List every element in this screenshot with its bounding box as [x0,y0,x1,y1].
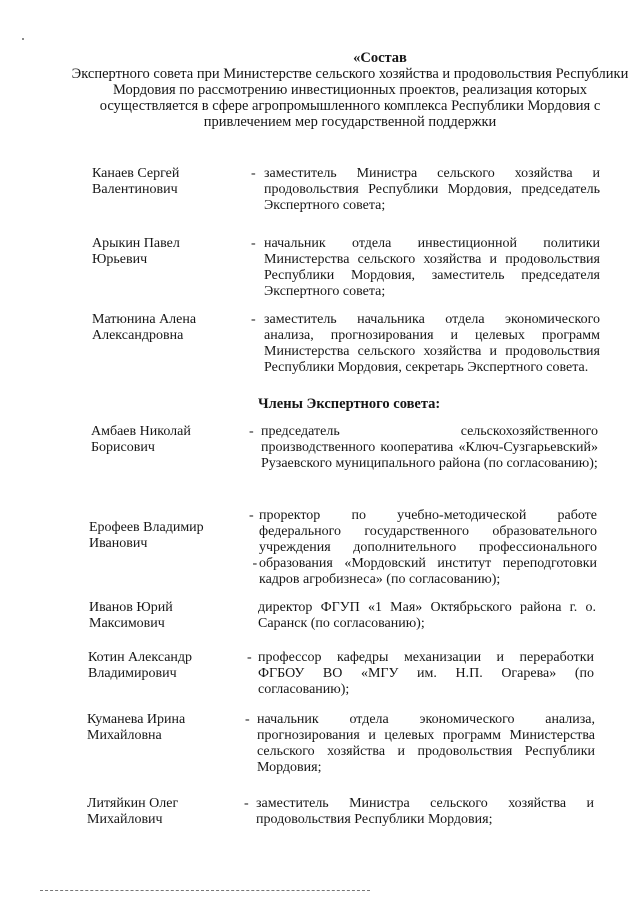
person-name: Ерофеев Владимир Иванович [89,520,204,551]
entry-dash: - [251,166,256,181]
person-name: Арыкин Павел Юрьевич [92,236,180,267]
entry-dash: - [247,650,252,665]
document-subtitle: Экспертного совета при Министерстве сельского хозяйства и продовольствия Республики Мордовия по рассмотрению инвестиционных проектов, реализация которых осуществляется в сфере агропромышленного комплекса Республики Мордовия с привлечением мер государственной поддержки [71,66,629,130]
person-position: директор ФГУП «1 Мая» Октябрьского района г. о. Саранск (по согласованию); [258,600,596,631]
person-name: Котин Александр Владимирович [88,650,193,681]
document-title: «Состав [353,50,407,66]
person-position: заместитель Министра сельского хозяйства и продовольствия Республики Мордовия; [256,796,594,827]
person-position: начальник отдела инвестиционной политики Министерства сельского хозяйства и продовольствия Республики Мордовия, заместитель председателя Экспертного совета; [264,236,600,299]
person-name: Иванов Юрий Максимович [89,600,173,631]
entry-dash: - [245,712,250,727]
person-name: Канаев Сергей Валентинович [92,166,180,197]
entry-dash: - [251,236,256,251]
person-name: Литяйкин Олег Михайлович [87,796,179,827]
person-name: Амбаев Николай Борисович [91,424,191,455]
person-position: заместитель начальника отдела экономического анализа, прогнозирования и целевых программ Министерства сельского хозяйства и продовольствия Республики Мордовия, секретарь Экспертного совета. [264,312,600,375]
person-name: Матюнина Алена Александровна [92,312,197,343]
entry-dash: - [249,424,254,439]
person-position: профессор кафедры механизации и переработки ФГБОУ ВО «МГУ им. Н.П. Огарева» (по согласованию); [258,650,594,697]
person-position: председатель сельскохозяйственного производственного кооператива «Ключ-Сузгарьевский» Рузаевского муниципального района (по согласованию); [261,424,598,471]
entry-dash: - - [249,508,258,571]
person-name: Куманева Ирина Михайловна [87,712,186,743]
members-heading: Члены Экспертного совета: [258,396,441,412]
person-position: проректор по учебно-методической работе федерального государственного образовательного учреждения дополнительного профессионального образования «Мордовский институт переподготовки кадров агробизнеса» (по согласованию); [259,508,597,587]
bottom-divider [40,890,370,891]
person-position: заместитель Министра сельского хозяйства и продовольствия Республики Мордовия, председатель Экспертного совета; [264,166,600,213]
scan-speck [22,38,24,40]
person-position: начальник отдела экономического анализа, прогнозирования и целевых программ Министерства сельского хозяйства и продовольствия Республики Мордовия; [257,712,595,775]
entry-dash: - [251,312,256,327]
document-header [70,50,630,130]
entry-dash: - [244,796,249,811]
